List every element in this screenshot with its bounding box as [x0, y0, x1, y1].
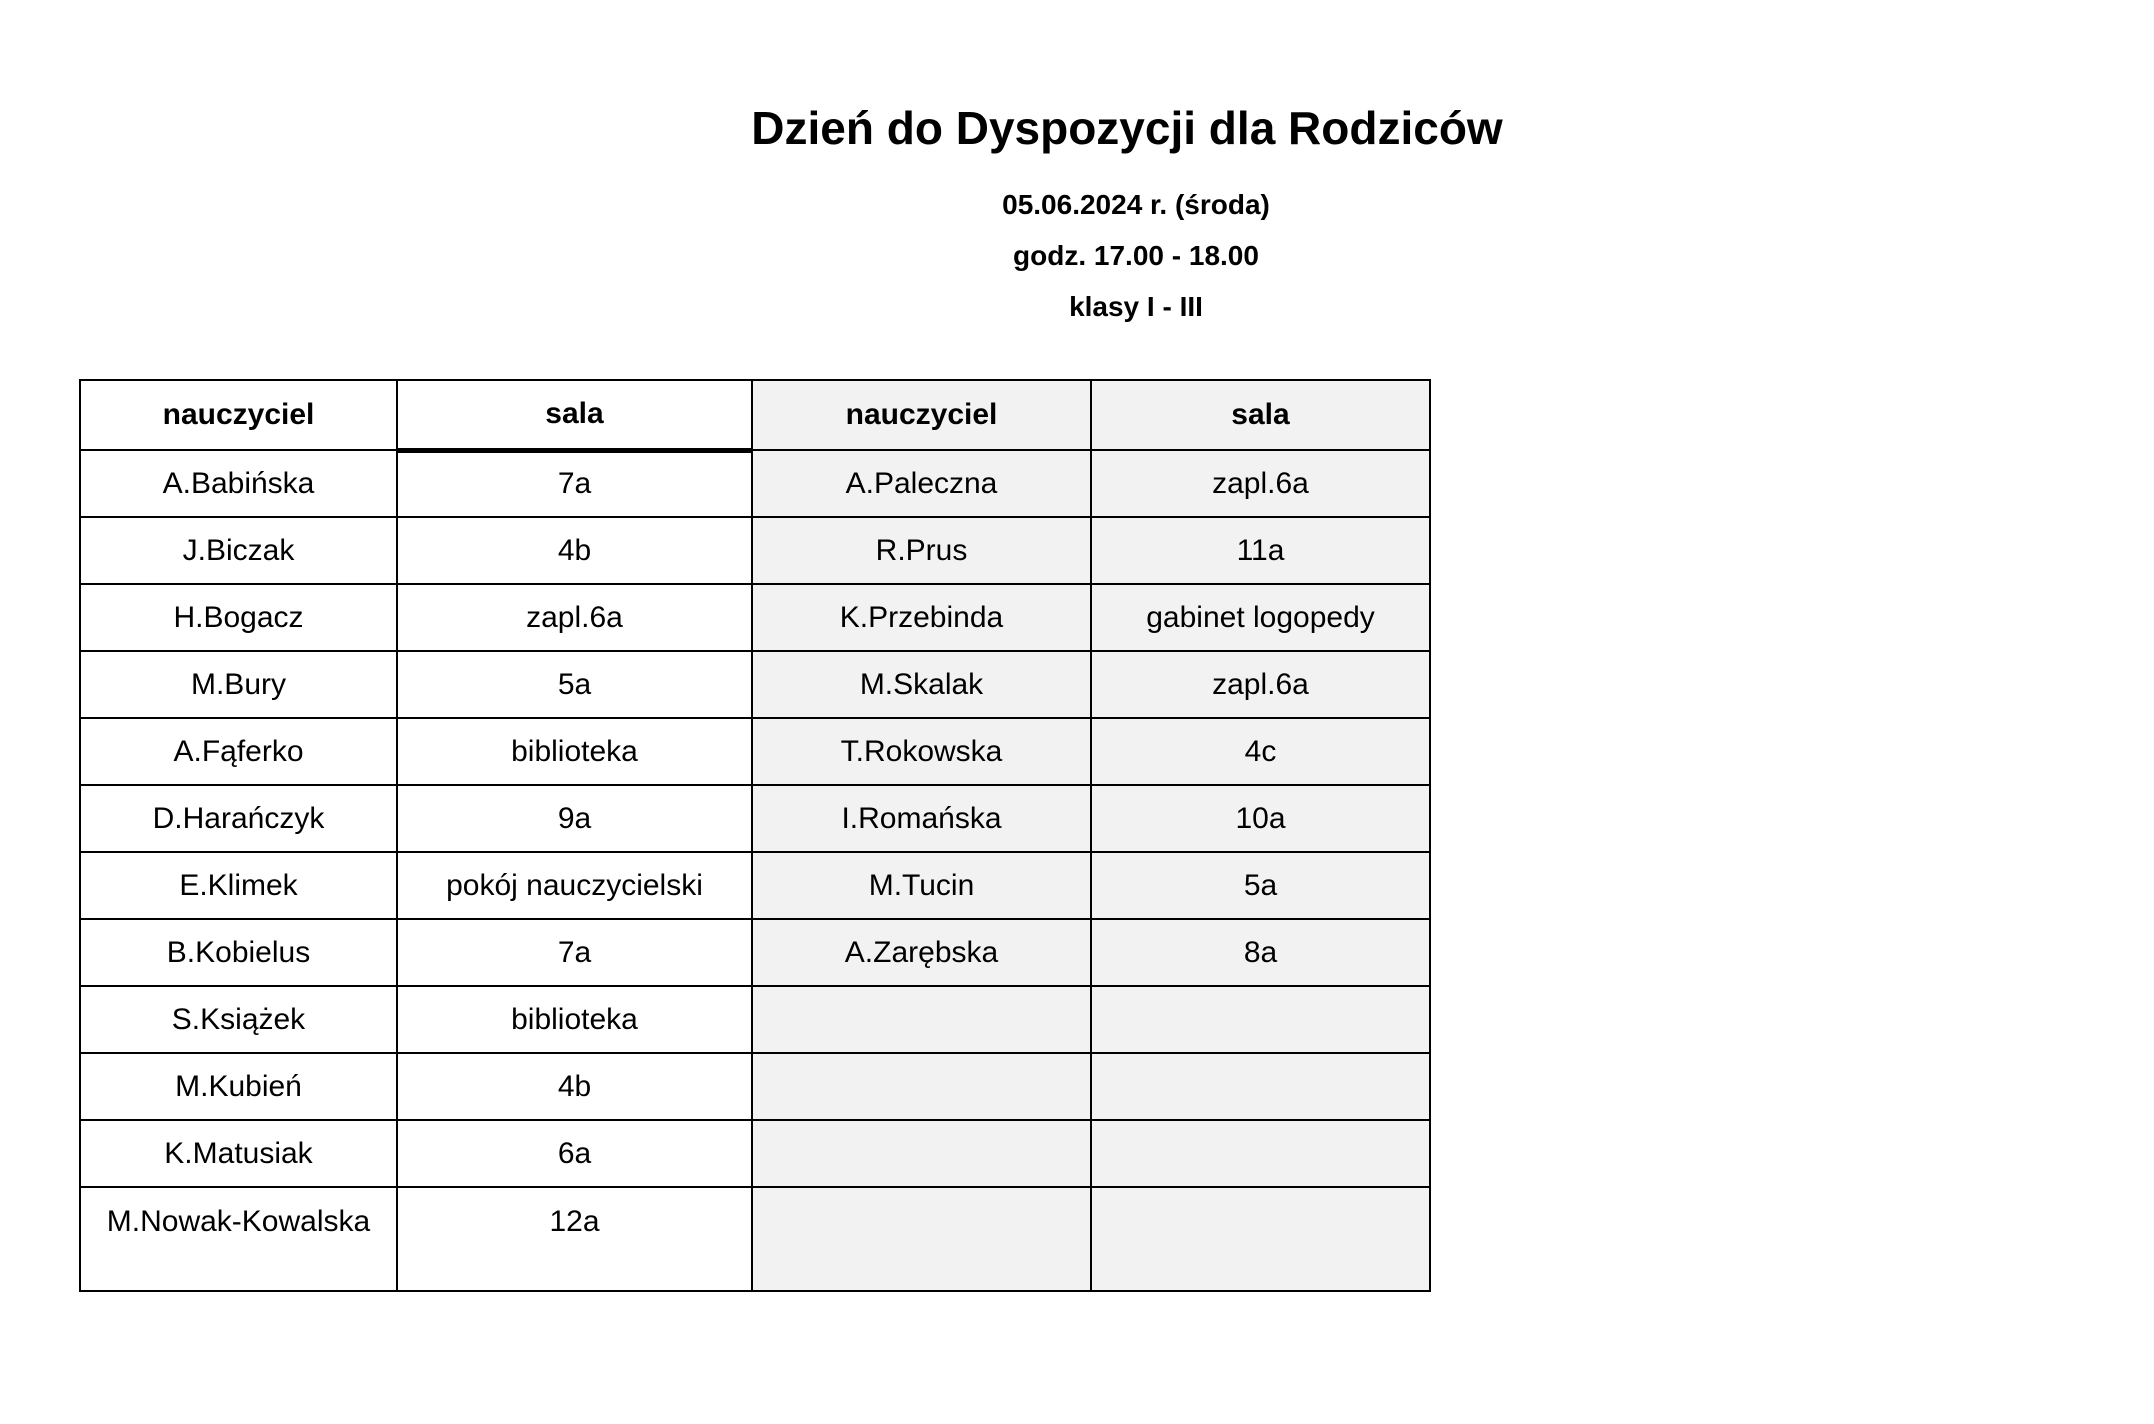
room-cell: 7a — [397, 450, 752, 517]
teacher-cell: R.Prus — [752, 517, 1091, 584]
room-cell: 8a — [1091, 919, 1430, 986]
room-cell: 4c — [1091, 718, 1430, 785]
teacher-cell: E.Klimek — [80, 852, 397, 919]
room-cell: zapl.6a — [397, 584, 752, 651]
table-row — [80, 919, 1430, 986]
table-header-row — [80, 380, 1430, 450]
teacher-cell: J.Biczak — [80, 517, 397, 584]
classes-line: klasy I - III — [1069, 291, 1203, 322]
teacher-cell — [752, 1120, 1091, 1187]
time-line: godz. 17.00 - 18.00 — [1013, 240, 1259, 271]
room-cell: zapl.6a — [1091, 651, 1430, 718]
table-row — [80, 718, 1430, 785]
room-cell: 6a — [397, 1120, 752, 1187]
table-row — [80, 584, 1430, 651]
room-cell: 5a — [1091, 852, 1430, 919]
table-row — [80, 1187, 1430, 1291]
header-teacher-right: nauczyciel — [752, 380, 1091, 450]
room-cell: 7a — [397, 919, 752, 986]
room-cell: pokój nauczycielski — [397, 852, 752, 919]
room-cell: 10a — [1091, 785, 1430, 852]
teacher-cell: A.Fąferko — [80, 718, 397, 785]
room-cell: 4b — [397, 1053, 752, 1120]
room-cell: 11a — [1091, 517, 1430, 584]
teacher-cell: M.Bury — [80, 651, 397, 718]
room-cell — [1091, 1053, 1430, 1120]
teacher-cell: D.Harańczyk — [80, 785, 397, 852]
header-room-left: sala — [397, 380, 752, 450]
header-teacher-left: nauczyciel — [80, 380, 397, 450]
teacher-cell — [752, 986, 1091, 1053]
teacher-cell: M.Kubień — [80, 1053, 397, 1120]
teacher-cell: T.Rokowska — [752, 718, 1091, 785]
teacher-cell: M.Tucin — [752, 852, 1091, 919]
room-cell: biblioteka — [397, 986, 752, 1053]
page-title: Dzień do Dyspozycji dla Rodziców — [751, 102, 1503, 154]
teacher-cell — [752, 1187, 1091, 1291]
room-cell — [1091, 986, 1430, 1053]
room-cell: gabinet logopedy — [1091, 584, 1430, 651]
table-row — [80, 785, 1430, 852]
teacher-cell: S.Książek — [80, 986, 397, 1053]
teacher-cell: I.Romańska — [752, 785, 1091, 852]
teacher-cell — [752, 1053, 1091, 1120]
teacher-cell: M.Skalak — [752, 651, 1091, 718]
table-row — [80, 651, 1430, 718]
table-row — [80, 852, 1430, 919]
teacher-cell: K.Matusiak — [80, 1120, 397, 1187]
teacher-room-table — [79, 379, 1431, 1292]
teacher-cell: A.Babińska — [80, 450, 397, 517]
room-cell: 4b — [397, 517, 752, 584]
room-cell — [1091, 1187, 1430, 1291]
table-row — [80, 517, 1430, 584]
room-cell: zapl.6a — [1091, 450, 1430, 517]
teacher-cell: A.Zarębska — [752, 919, 1091, 986]
table-row — [80, 1053, 1430, 1120]
room-cell: 9a — [397, 785, 752, 852]
room-cell: biblioteka — [397, 718, 752, 785]
teacher-cell: B.Kobielus — [80, 919, 397, 986]
teacher-cell: A.Paleczna — [752, 450, 1091, 517]
table-row — [80, 986, 1430, 1053]
table-row — [80, 1120, 1430, 1187]
teacher-cell: M.Nowak-Kowalska — [80, 1187, 397, 1291]
room-cell — [1091, 1120, 1430, 1187]
teacher-cell: K.Przebinda — [752, 584, 1091, 651]
table-row — [80, 450, 1430, 517]
date-line: 05.06.2024 r. (środa) — [1002, 189, 1270, 220]
header-room-right: sala — [1091, 380, 1430, 450]
room-cell: 5a — [397, 651, 752, 718]
room-cell: 12a — [397, 1187, 752, 1291]
teacher-cell: H.Bogacz — [80, 584, 397, 651]
